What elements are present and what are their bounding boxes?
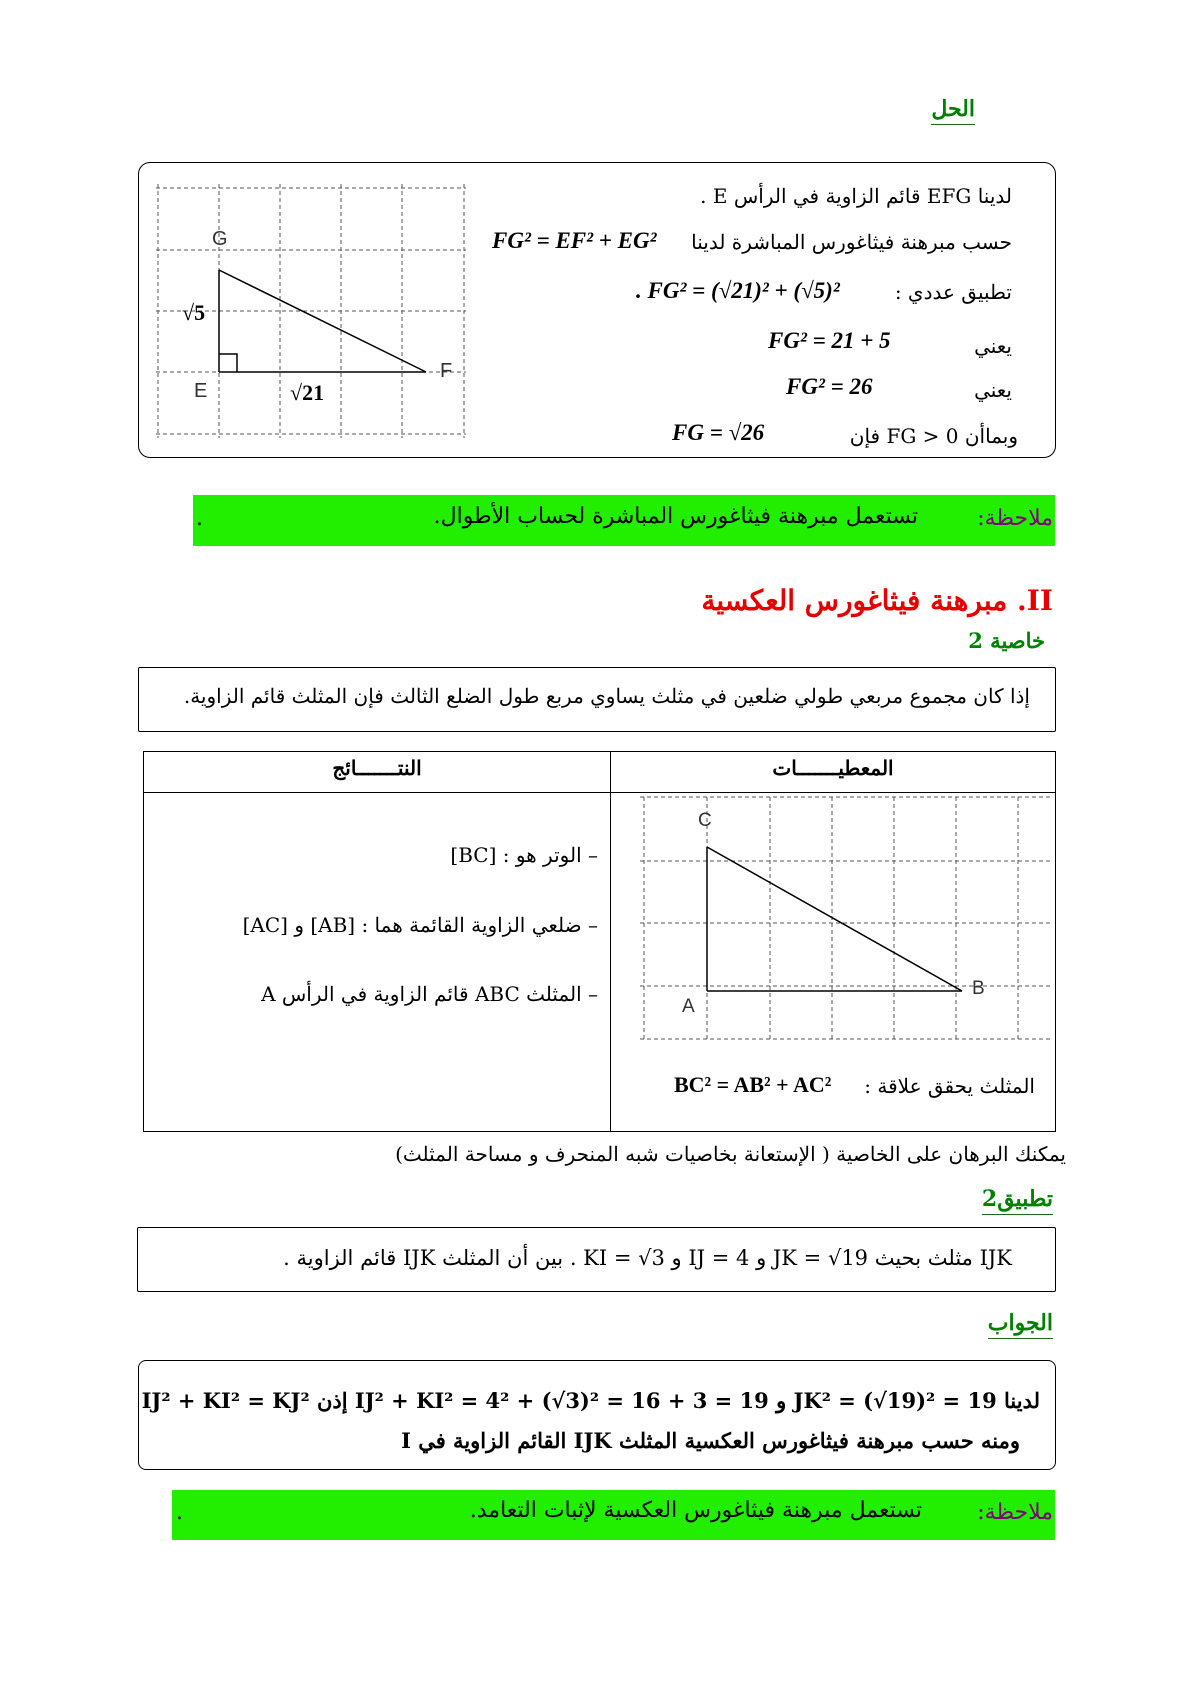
note-1-label: ملاحظة: [977,506,1053,531]
note-2-text: تستعمل مبرهنة فيثاغورس العكسية لإثبات التعامد. [469,1498,922,1523]
solution-line-4-label: يعني [974,334,1012,358]
application-2-text: IJK مثلث بحيث JK = √19 و IJ = 4 و KI = √3 . بين أن المثلث IJK قائم الزاوية . [283,1246,1012,1270]
result-hypotenuse: – الوتر هو : [BC] [450,843,598,867]
note-2-dot: . [176,1500,183,1525]
right-angle-mark-e [219,354,237,372]
application-2-label: تطبيق2 [982,1186,1053,1215]
side-label-ef: √21 [290,380,325,405]
solution-line-5-label: يعني [974,378,1012,402]
side-bc [707,847,962,991]
proof-note: يمكنك البرهان على الخاصية ( الإستعانة بخاصيات شبه المنحرف و مساحة المثلث) [395,1142,1066,1166]
solution-line-3-text: تطبيق عددي : [894,280,1012,304]
solution-line-2-math: FG² = EF² + EG² [492,228,657,253]
vertex-label-c: C [698,810,712,831]
note-1-text: تستعمل مبرهنة فيثاغورس المباشرة لحساب الأطوال. [433,504,918,529]
table-header-given: المعطيـــــــات [772,756,894,780]
solution-heading: الحل [931,96,975,125]
answer-line-2: ومنه حسب مبرهنة فيثاغورس العكسية المثلث IJK القائم الزاوية في I [401,1428,1020,1453]
side-gf [219,270,426,372]
solution-line-6-math: FG = √26 [672,420,765,445]
solution-line-5-math: FG² = 26 [786,374,873,399]
section-2-title: II. مبرهنة فيثاغورس العكسية [701,584,1053,617]
property-2-label: خاصية 2 [968,628,1045,653]
answer-box [138,1360,1056,1470]
note-2-label: ملاحظة: [977,1500,1053,1525]
result-right-triangle: – المثلث ABC قائم الزاوية في الرأس A [261,982,598,1006]
answer-label: الجواب [988,1310,1053,1339]
answer-line-1: لدينا JK² = (√19)² = 19 و IJ² + KI² = 4² + (√3)² = 16 + 3 = 19 إذن IJ² + KI² = KJ² [141,1388,1040,1413]
solution-line-3-math: . FG² = (√21)² + (√5)² [636,278,840,303]
solution-line-1: لدينا EFG قائم الزاوية في الرأس E . [700,184,1012,208]
side-label-ge: √5 [182,300,206,325]
vertex-label-f: F [440,360,453,382]
result-legs: – ضلعي الزاوية القائمة هما : [AB] و [AC] [242,913,598,937]
note-1-dot: . [196,506,203,531]
vertex-label-b: B [972,978,985,999]
table-column-divider [610,751,611,1132]
vertex-label-a: A [682,996,695,1017]
solution-line-4-math: FG² = 21 + 5 [768,328,891,353]
given-relation-math: BC² = AB² + AC² [674,1072,832,1097]
vertex-label-g: G [212,228,228,250]
vertex-label-e: E [194,380,208,402]
given-relation-text: المثلث يحقق علاقة : [864,1074,1035,1098]
property-2-text: إذا كان مجموع مربعي طولي ضلعين في مثلث يساوي مربع طول الضلع الثالث فإن المثلث قائم الزاوية. [183,684,1030,708]
solution-line-2-text: حسب مبرهنة فيثاغورس المباشرة لدينا [691,230,1012,254]
solution-line-6-text: وبماأن FG > 0 فإن [849,424,1018,448]
table-header-results: النتـــــــائج [332,756,422,780]
